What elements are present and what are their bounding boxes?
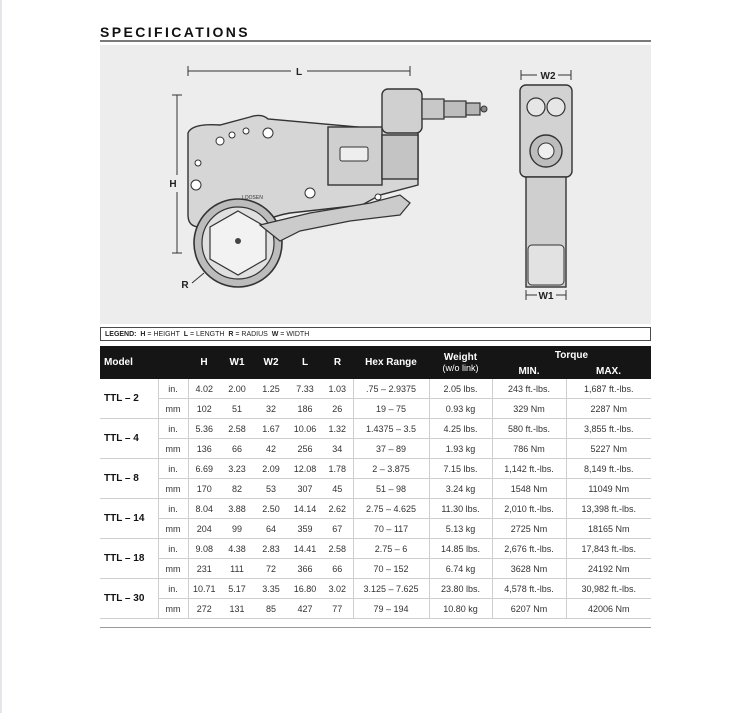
torque-max-cell: 3,855 ft.-lbs. xyxy=(566,419,651,439)
model-name: TTL – 4 xyxy=(100,419,158,459)
weight-cell: 11.30 lbs. xyxy=(429,499,492,519)
l-cell: 186 xyxy=(288,399,322,419)
dimension-h-label: H xyxy=(169,179,177,190)
l-cell: 14.14 xyxy=(288,499,322,519)
w2-cell: 2.83 xyxy=(254,539,288,559)
model-name: TTL – 18 xyxy=(100,539,158,579)
dimension-r-label: R xyxy=(181,280,189,291)
header-weight-label: Weight xyxy=(443,352,478,363)
r-cell: 34 xyxy=(322,439,353,459)
weight-cell: 0.93 kg xyxy=(429,399,492,419)
table-bottom-divider xyxy=(100,627,651,628)
weight-cell: 2.05 lbs. xyxy=(429,379,492,399)
torque-min-cell: 786 Nm xyxy=(492,439,566,459)
l-cell: 10.06 xyxy=(288,419,322,439)
model-name: TTL – 8 xyxy=(100,459,158,499)
model-name: TTL – 30 xyxy=(100,579,158,619)
r-cell: 67 xyxy=(322,519,353,539)
l-cell: 14.41 xyxy=(288,539,322,559)
h-cell: 5.36 xyxy=(188,419,220,439)
torque-min-cell: 6207 Nm xyxy=(492,599,566,619)
l-cell: 7.33 xyxy=(288,379,322,399)
torque-min-cell: 2,676 ft.-lbs. xyxy=(492,539,566,559)
weight-cell: 1.93 kg xyxy=(429,439,492,459)
h-cell: 9.08 xyxy=(188,539,220,559)
torque-max-cell: 2287 Nm xyxy=(566,399,651,419)
unit-cell: mm xyxy=(158,599,188,619)
legend-l-text: = LENGTH xyxy=(190,331,225,338)
header-torque-min: MIN. xyxy=(492,364,566,379)
weight-cell: 14.85 lbs. xyxy=(429,539,492,559)
w2-cell: 3.35 xyxy=(254,579,288,599)
table-row xyxy=(100,399,651,419)
header-h: H xyxy=(188,346,220,379)
w2-cell: 1.67 xyxy=(254,419,288,439)
torque-min-cell: 2725 Nm xyxy=(492,519,566,539)
l-cell: 16.80 xyxy=(288,579,322,599)
torque-max-cell: 17,843 ft.-lbs. xyxy=(566,539,651,559)
h-cell: 10.71 xyxy=(188,579,220,599)
page-title: SPECIFICATIONS xyxy=(100,24,251,40)
w1-cell: 2.58 xyxy=(220,419,254,439)
l-cell: 307 xyxy=(288,479,322,499)
r-cell: 1.78 xyxy=(322,459,353,479)
r-cell: 1.32 xyxy=(322,419,353,439)
h-cell: 4.02 xyxy=(188,379,220,399)
w1-cell: 131 xyxy=(220,599,254,619)
unit-cell: mm xyxy=(158,479,188,499)
header-torque-max: MAX. xyxy=(566,364,651,379)
l-cell: 12.08 xyxy=(288,459,322,479)
dimension-w1-label: W1 xyxy=(538,291,554,302)
dimension-l-label: L xyxy=(295,67,303,78)
table-row xyxy=(100,499,651,519)
unit-cell: in. xyxy=(158,499,188,519)
legend-r-key: R xyxy=(228,331,234,338)
hex-cell: 2.75 – 4.625 xyxy=(353,499,429,519)
weight-cell: 7.15 lbs. xyxy=(429,459,492,479)
loosen-marking: LOOSEN xyxy=(242,195,263,201)
table-row xyxy=(100,599,651,619)
page-left-edge xyxy=(0,0,2,713)
header-w1: W1 xyxy=(220,346,254,379)
r-cell: 1.03 xyxy=(322,379,353,399)
table-row xyxy=(100,579,651,599)
hex-cell: 70 – 117 xyxy=(353,519,429,539)
r-cell: 3.02 xyxy=(322,579,353,599)
table-row xyxy=(100,539,651,559)
w2-cell: 32 xyxy=(254,399,288,419)
w1-cell: 5.17 xyxy=(220,579,254,599)
legend-l-key: L xyxy=(183,331,189,338)
torque-min-cell: 329 Nm xyxy=(492,399,566,419)
l-cell: 366 xyxy=(288,559,322,579)
torque-max-cell: 24192 Nm xyxy=(566,559,651,579)
unit-cell: in. xyxy=(158,459,188,479)
hex-cell: 1.4375 – 3.5 xyxy=(353,419,429,439)
torque-min-cell: 1,142 ft.-lbs. xyxy=(492,459,566,479)
weight-cell: 23.80 lbs. xyxy=(429,579,492,599)
header-unit xyxy=(158,346,188,379)
w2-cell: 2.50 xyxy=(254,499,288,519)
w1-cell: 82 xyxy=(220,479,254,499)
hex-cell: 51 – 98 xyxy=(353,479,429,499)
weight-cell: 4.25 lbs. xyxy=(429,419,492,439)
header-weight-sub: (w/o link) xyxy=(442,363,479,373)
r-cell: 45 xyxy=(322,479,353,499)
torque-max-cell: 8,149 ft.-lbs. xyxy=(566,459,651,479)
legend-h-text: = HEIGHT xyxy=(147,331,180,338)
unit-cell: in. xyxy=(158,539,188,559)
legend-prefix: LEGEND: xyxy=(105,331,137,338)
header-model: Model xyxy=(100,346,158,379)
table-row xyxy=(100,439,651,459)
model-name: TTL – 14 xyxy=(100,499,158,539)
torque-max-cell: 30,982 ft.-lbs. xyxy=(566,579,651,599)
r-cell: 2.58 xyxy=(322,539,353,559)
h-cell: 6.69 xyxy=(188,459,220,479)
w1-cell: 66 xyxy=(220,439,254,459)
tool-diagram xyxy=(100,45,651,324)
header-w2: W2 xyxy=(254,346,288,379)
weight-cell: 5.13 kg xyxy=(429,519,492,539)
hex-cell: .75 – 2.9375 xyxy=(353,379,429,399)
r-cell: 66 xyxy=(322,559,353,579)
unit-cell: in. xyxy=(158,379,188,399)
w1-cell: 99 xyxy=(220,519,254,539)
w1-cell: 3.88 xyxy=(220,499,254,519)
hex-cell: 2 – 3.875 xyxy=(353,459,429,479)
w2-cell: 53 xyxy=(254,479,288,499)
weight-cell: 10.80 kg xyxy=(429,599,492,619)
w2-cell: 64 xyxy=(254,519,288,539)
torque-max-cell: 13,398 ft.-lbs. xyxy=(566,499,651,519)
unit-cell: mm xyxy=(158,519,188,539)
h-cell: 231 xyxy=(188,559,220,579)
l-cell: 359 xyxy=(288,519,322,539)
torque-max-cell: 1,687 ft.-lbs. xyxy=(566,379,651,399)
unit-cell: mm xyxy=(158,399,188,419)
header-torque: Torque xyxy=(492,346,651,364)
unit-cell: mm xyxy=(158,559,188,579)
torque-min-cell: 1548 Nm xyxy=(492,479,566,499)
w1-cell: 3.23 xyxy=(220,459,254,479)
header-hex-range: Hex Range xyxy=(353,346,429,379)
legend-w-key: W xyxy=(271,331,279,338)
tool-diagram-panel xyxy=(100,45,651,324)
torque-min-cell: 2,010 ft.-lbs. xyxy=(492,499,566,519)
hex-cell: 3.125 – 7.625 xyxy=(353,579,429,599)
torque-max-cell: 5227 Nm xyxy=(566,439,651,459)
table-row xyxy=(100,559,651,579)
w2-cell: 1.25 xyxy=(254,379,288,399)
header-l: L xyxy=(288,346,322,379)
unit-cell: in. xyxy=(158,579,188,599)
r-cell: 77 xyxy=(322,599,353,619)
legend-r-text: = RADIUS xyxy=(235,331,268,338)
header-r: R xyxy=(322,346,353,379)
h-cell: 272 xyxy=(188,599,220,619)
weight-cell: 3.24 kg xyxy=(429,479,492,499)
table-row xyxy=(100,479,651,499)
w1-cell: 111 xyxy=(220,559,254,579)
legend-h-key: H xyxy=(140,331,146,338)
w1-cell: 2.00 xyxy=(220,379,254,399)
unit-cell: mm xyxy=(158,439,188,459)
l-cell: 256 xyxy=(288,439,322,459)
w2-cell: 42 xyxy=(254,439,288,459)
dimension-w2-label: W2 xyxy=(540,71,556,82)
torque-min-cell: 4,578 ft.-lbs. xyxy=(492,579,566,599)
table-row xyxy=(100,519,651,539)
hex-cell: 79 – 194 xyxy=(353,599,429,619)
specifications-table xyxy=(100,346,651,619)
w2-cell: 72 xyxy=(254,559,288,579)
legend-w-text: = WIDTH xyxy=(280,331,310,338)
legend-box xyxy=(100,327,651,341)
w2-cell: 2.09 xyxy=(254,459,288,479)
table-row xyxy=(100,379,651,399)
torque-max-cell: 11049 Nm xyxy=(566,479,651,499)
torque-max-cell: 42006 Nm xyxy=(566,599,651,619)
h-cell: 8.04 xyxy=(188,499,220,519)
torque-min-cell: 580 ft.-lbs. xyxy=(492,419,566,439)
header-weight xyxy=(429,346,492,379)
table-row xyxy=(100,459,651,479)
title-divider xyxy=(100,40,651,42)
hex-cell: 19 – 75 xyxy=(353,399,429,419)
table-row xyxy=(100,419,651,439)
torque-min-cell: 3628 Nm xyxy=(492,559,566,579)
h-cell: 170 xyxy=(188,479,220,499)
h-cell: 204 xyxy=(188,519,220,539)
torque-min-cell: 243 ft.-lbs. xyxy=(492,379,566,399)
w1-cell: 4.38 xyxy=(220,539,254,559)
hex-cell: 2.75 – 6 xyxy=(353,539,429,559)
torque-max-cell: 18165 Nm xyxy=(566,519,651,539)
weight-cell: 6.74 kg xyxy=(429,559,492,579)
unit-cell: in. xyxy=(158,419,188,439)
l-cell: 427 xyxy=(288,599,322,619)
r-cell: 2.62 xyxy=(322,499,353,519)
h-cell: 136 xyxy=(188,439,220,459)
model-name: TTL – 2 xyxy=(100,379,158,419)
w2-cell: 85 xyxy=(254,599,288,619)
hex-cell: 70 – 152 xyxy=(353,559,429,579)
r-cell: 26 xyxy=(322,399,353,419)
hex-cell: 37 – 89 xyxy=(353,439,429,459)
h-cell: 102 xyxy=(188,399,220,419)
w1-cell: 51 xyxy=(220,399,254,419)
